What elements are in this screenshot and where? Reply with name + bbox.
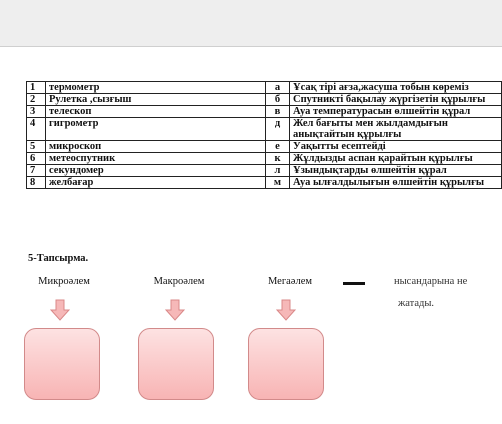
dash-separator (343, 282, 365, 285)
answer-letter: д (266, 118, 290, 141)
table-row (27, 177, 502, 189)
row-number: 2 (27, 94, 46, 106)
down-arrow-icon (165, 299, 185, 321)
row-number: 7 (27, 165, 46, 177)
mega-world-label: Мегаәлем (267, 276, 313, 287)
instrument-description: Ауа ылғалдылығын өлшейтін құрылғы (290, 177, 502, 189)
row-number: 1 (27, 82, 46, 94)
mega-world-answer-box[interactable] (248, 328, 324, 400)
table-row (27, 118, 502, 141)
answer-letter: л (266, 165, 290, 177)
micro-world-label: Микроәлем (38, 276, 90, 287)
top-toolbar (0, 0, 502, 47)
matching-table (26, 81, 502, 189)
table-row (27, 94, 502, 106)
answer-letter: к (266, 153, 290, 165)
macro-world-answer-box[interactable] (138, 328, 214, 400)
instrument-description: Ұзындықтарды өлшейтін құрал (290, 165, 502, 177)
instrument-name: микроскоп (46, 141, 266, 153)
row-number: 5 (27, 141, 46, 153)
table-row (27, 165, 502, 177)
instrument-name: телескоп (46, 106, 266, 118)
row-number: 3 (27, 106, 46, 118)
row-number: 8 (27, 177, 46, 189)
down-arrow-icon (50, 299, 70, 321)
answer-letter: а (266, 82, 290, 94)
instrument-name: Рулетка ,сызғыш (46, 94, 266, 106)
question-text-line2: жатады. (398, 298, 435, 309)
instrument-description: Уақытты есептейді (290, 141, 502, 153)
table-row (27, 153, 502, 165)
answer-letter: е (266, 141, 290, 153)
row-number: 4 (27, 118, 46, 141)
table-row (27, 82, 502, 94)
answer-letter: м (266, 177, 290, 189)
micro-world-answer-box[interactable] (24, 328, 100, 400)
instrument-name: метеоспутник (46, 153, 266, 165)
instrument-name: желбағар (46, 177, 266, 189)
row-number: 6 (27, 153, 46, 165)
instrument-description: Спутникті бақылау жүргізетін құрылғы (290, 94, 502, 106)
table-row (27, 141, 502, 153)
table-row (27, 106, 502, 118)
instrument-name: секундомер (46, 165, 266, 177)
down-arrow-icon (276, 299, 296, 321)
instrument-description: Жел бағыты мен жылдамдығын анықтайтын құрылғы (290, 118, 502, 141)
answer-letter: в (266, 106, 290, 118)
task-title: 5-Тапсырма. (28, 253, 89, 264)
answer-letter: б (266, 94, 290, 106)
macro-world-label: Макроәлем (153, 276, 205, 287)
instrument-description: Ауа температурасын өлшейтін құрал (290, 106, 502, 118)
question-text-line1: нысандарына не (394, 276, 468, 287)
instrument-description: Ұсақ тірі ағза,жасуша тобын көреміз (290, 82, 502, 94)
instrument-name: термометр (46, 82, 266, 94)
instrument-name: гигрометр (46, 118, 266, 141)
instrument-description: Жұлдызды аспан қарайтын құрылғы (290, 153, 502, 165)
